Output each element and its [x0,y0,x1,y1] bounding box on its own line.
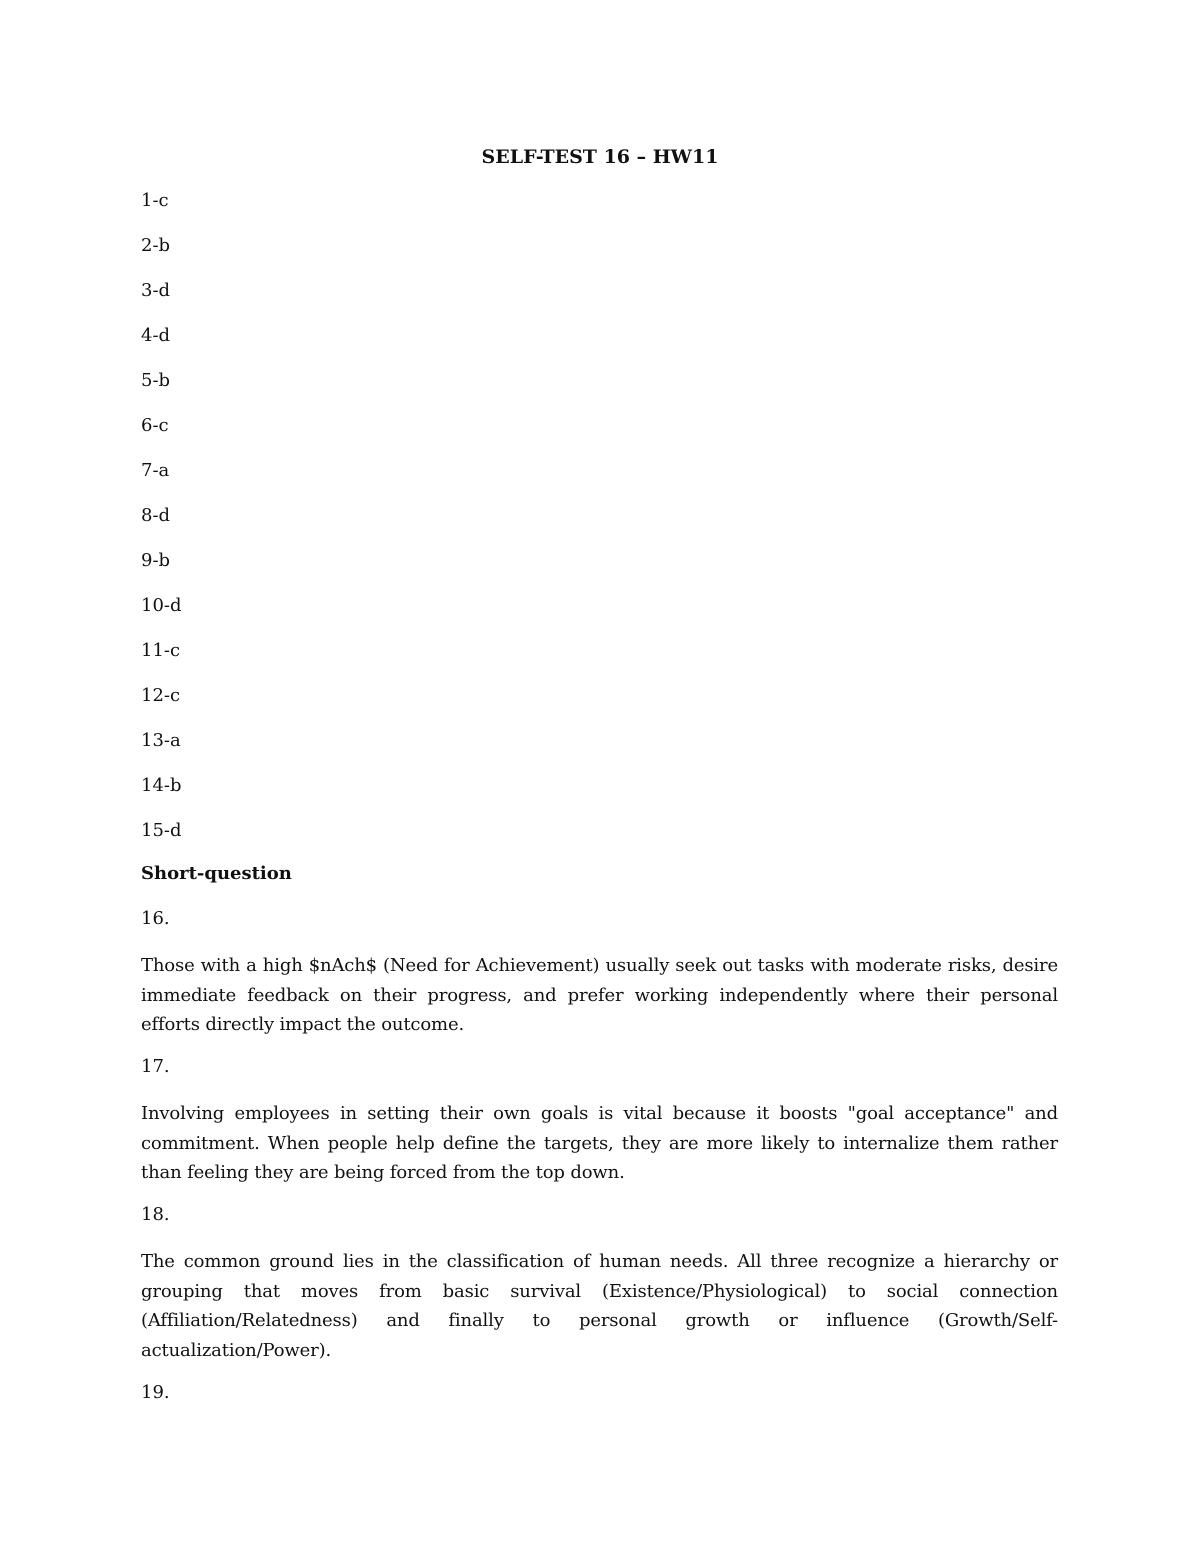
question-number: 17. [141,1056,170,1077]
answer-item: 8-d [141,505,171,526]
answer-key-list [141,188,182,863]
answer-item: 3-d [141,280,171,301]
section-heading-short-question: Short-question [141,863,292,884]
question-answer-text: Involving employees in setting their own goals is vital because it boosts "goal acceptance" and commitment. When people help define the targets, they are more likely to internalize them rather than feeling they are being forced from the top down. [141,1103,1058,1183]
answer-item: 1-c [141,190,169,211]
question-block-19 [141,1380,1058,1406]
question-number: 19. [141,1382,170,1403]
answer-item: 14-b [141,775,182,796]
answer-item: 10-d [141,595,182,616]
answer-item: 13-a [141,730,181,751]
answer-item: 7-a [141,460,170,481]
answer-item: 12-c [141,685,181,706]
question-block-17 [141,1054,1058,1188]
question-answer-text: The common ground lies in the classification of human needs. All three recognize a hierarchy or grouping that moves from basic survival (Existence/Physiological) to social connection (Affiliation/Relatedness) and finally to personal growth or influence (Growth/Self-actualization/Power). [141,1251,1058,1361]
question-block-18 [141,1202,1058,1365]
answer-item: 4-d [141,325,171,346]
answer-item: 2-b [141,235,171,256]
answer-item: 15-d [141,820,182,841]
answer-item: 9-b [141,550,171,571]
question-number: 18. [141,1204,170,1225]
answer-item: 11-c [141,640,181,661]
question-block-16 [141,906,1058,1040]
question-answer-text: Those with a high $nAch$ (Need for Achievement) usually seek out tasks with moderate risks, desire immediate feedback on their progress, and prefer working independently where their personal efforts directly impact the outcome. [141,955,1058,1035]
document-title: SELF-TEST 16 – HW11 [481,146,719,168]
question-number: 16. [141,908,170,929]
answer-item: 6-c [141,415,169,436]
answer-item: 5-b [141,370,171,391]
